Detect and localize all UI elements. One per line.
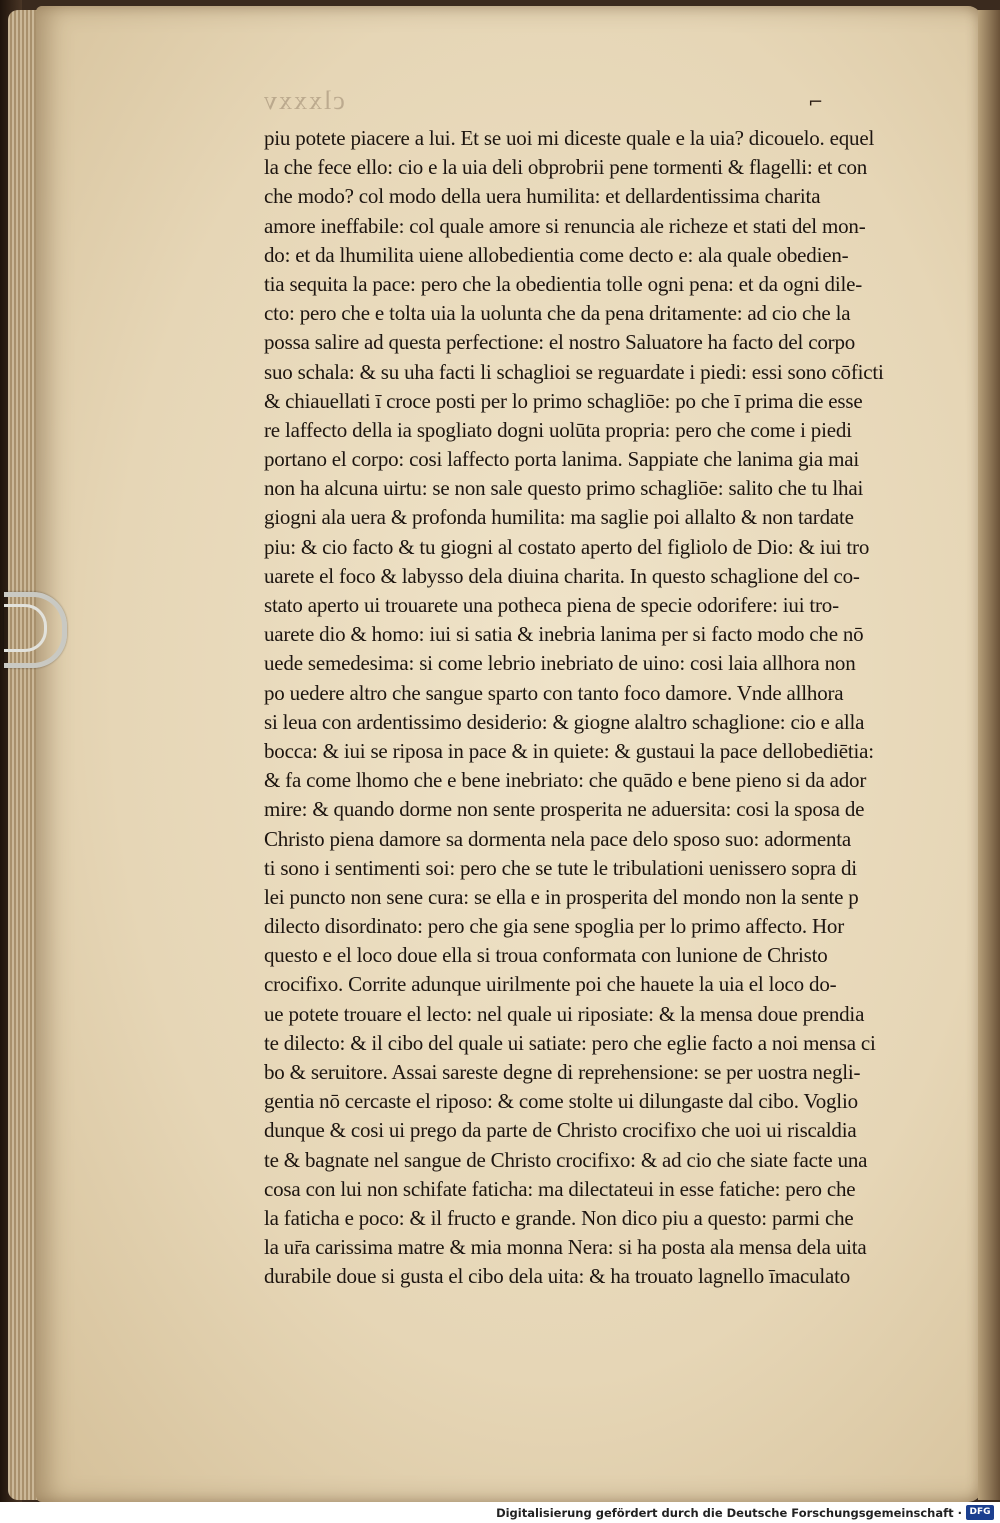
text-line: Christo piena damore sa dormenta nela pace delo sposo suo: adormenta bbox=[264, 826, 852, 851]
text-line: la che fece ello: cio e la uia deli obprobrii pene tormenti & flagelli: et con bbox=[264, 155, 868, 180]
footer-bar bbox=[0, 1502, 1000, 1523]
paper-clip-inner bbox=[4, 604, 47, 652]
text-line: la ur̄a carissima matre & mia monna Nera: si ha posta ala mensa dela uita bbox=[264, 1235, 867, 1260]
text-line: lei puncto non sene cura: se ella e in prosperita del mondo non la sente p bbox=[264, 884, 859, 909]
text-line: & fa come lhomo che e bene inebriato: che quādo e bene pieno si da ador bbox=[264, 768, 867, 793]
text-line: mire: & quando dorme non sente prosperita ne aduersita: cosi la sposa de bbox=[264, 797, 865, 822]
text-line: dilecto disordinato: pero che gia sene spoglia per lo primo affecto. Hor bbox=[264, 914, 845, 939]
text-line: giogni ala uera & profonda humilita: ma saglie poi allalto & non tardate bbox=[264, 505, 854, 530]
text-line: non ha alcuna uirtu: se non sale questo primo schagliōe: salito che tu lhai bbox=[264, 476, 864, 501]
text-line: cosa con lui non schifate faticha: ma dilectateui in esse fatiche: pero che bbox=[264, 1176, 856, 1201]
dfg-logo[interactable]: DFG bbox=[966, 1505, 994, 1520]
text-line: uarete el foco & labysso dela diuina charita. In questo schaglione del co- bbox=[264, 563, 860, 588]
text-line: piu potete piacere a lui. Et se uoi mi diceste quale e la uia? dicouelo. equel bbox=[264, 126, 875, 150]
text-line: tia sequita la pace: pero che la obedientia tolle ogni pena: et da ogni dile- bbox=[264, 271, 863, 296]
text-line: & chiauellati ī croce posti per lo primo schagliōe: po che ī prima die esse bbox=[264, 388, 863, 413]
text-line: suo schala: & su uha facti li schaglioi se reguardate i piedi: essi sono cōficti bbox=[264, 359, 884, 384]
text-line: bo & seruitore. Assai sareste degne di reprehensione: se per uostra negli- bbox=[264, 1060, 861, 1084]
text-line: te dilecto: & il cibo del quale ui satiate: pero che eglie facto a noi mensa ci bbox=[264, 1030, 876, 1055]
footer-credit: Digitalisierung gefördert durch die Deutsche Forschungsgemeinschaft · bbox=[496, 1506, 962, 1520]
text-line: uarete dio & homo: iui si satia & inebria lanima per si facto modo che nō bbox=[264, 622, 864, 647]
text-line: uede semedesima: si come lebrio inebriato de uino: cosi laia allhora non bbox=[264, 651, 856, 676]
text-line: do: et da lhumilita uiene allobedientia come decto e: ala quale obedien- bbox=[264, 242, 849, 267]
text-line: questo e el loco doue ella si troua conformata con lunione de Christo bbox=[264, 943, 828, 968]
text-line: te & bagnate nel sangue de Christo crocifixo: & ad cio che siate facte una bbox=[264, 1147, 868, 1172]
text-line: si leua con ardentissimo desiderio: & giogne alaltro schaglione: cio e alla bbox=[264, 709, 865, 734]
text-line: gentia nō cercaste el riposo: & come stolte ui dilungaste dal cibo. Voglio bbox=[264, 1089, 858, 1114]
text-line: dunque & cosi ui prego da parte de Christo crocifixo che uoi ui riscaldia bbox=[264, 1118, 857, 1143]
text-line: re laffecto della ia spogliato dogni uolūta propria: pero che come i piedi bbox=[264, 417, 852, 442]
text-line: la faticha e poco: & il fructo e grande. Non dico piu a questo: parmi che bbox=[264, 1205, 854, 1230]
text-line: possa salire ad questa perfectione: el nostro Saluatore ha facto del corpo bbox=[264, 330, 856, 355]
text-line: bocca: & iui se riposa in pace & in quiete: & gustaui la pace dellobediētia: bbox=[264, 738, 874, 763]
margin-mark: ⌐ bbox=[808, 92, 824, 113]
text-line: cto: pero che e tolta uia la uolunta che da pena dritamente: ad cio che la bbox=[264, 301, 851, 326]
folio-number-bleedthrough: clxxxv bbox=[262, 86, 345, 115]
text-line: durabile doue si gusta el cibo dela uita: & ha trouato lagnello īmaculato bbox=[264, 1264, 851, 1289]
text-line: amore ineffabile: col quale amore si renuncia ale richeze et stati del mon- bbox=[264, 213, 866, 238]
text-line: piu: & cio facto & tu giogni al costato aperto del figliolo de Dio: & iui tro bbox=[264, 534, 870, 559]
book-gutter-edge bbox=[978, 10, 1000, 1500]
text-block bbox=[264, 124, 932, 1292]
text-line: po uedere altro che sangue sparto con tanto foco damore. Vnde allhora bbox=[264, 680, 844, 705]
text-line: stato aperto ui trouarete una potheca piena de specie odorifere: iui tro- bbox=[264, 593, 839, 617]
text-line: ti sono i sentimenti soi: pero che se tute le tribulationi uenissero sopra di bbox=[264, 855, 857, 880]
text-line: che modo? col modo della uera humilita: et dellardentissima charita bbox=[264, 184, 821, 209]
text-line: portano el corpo: cosi laffecto porta lanima. Sappiate che lanima gia mai bbox=[264, 447, 859, 472]
text-line: crocifixo. Corrite adunque uirilmente poi che hauete la uia el loco do- bbox=[264, 972, 837, 997]
text-line: ue potete trouare el lecto: nel quale ui riposiate: & la mensa doue prendia bbox=[264, 1001, 865, 1026]
